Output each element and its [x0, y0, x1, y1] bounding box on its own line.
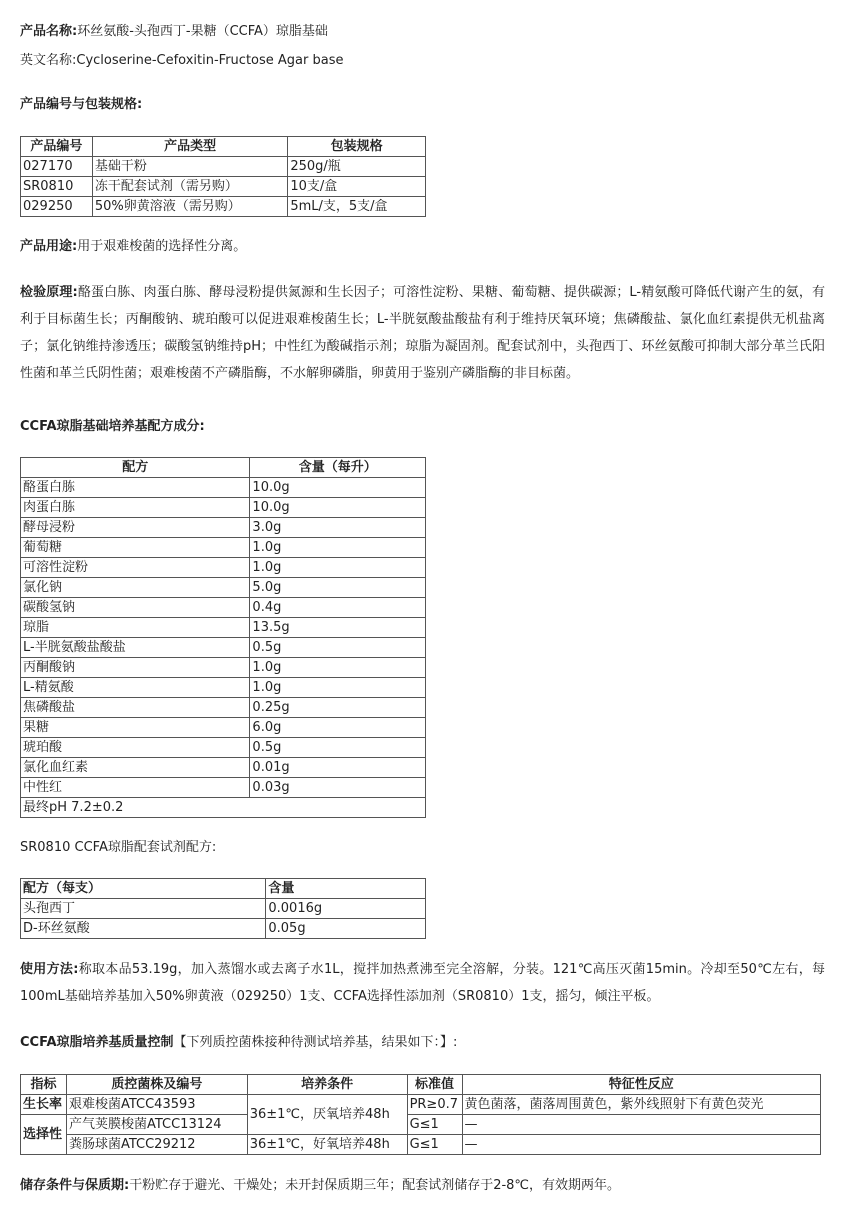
condition-cell: 36±1℃，好氧培养48h [247, 1135, 407, 1155]
usage-label: 产品用途: [20, 239, 78, 254]
table-cell: D-环丝氨酸 [21, 919, 266, 939]
standard-cell: G≤1 [407, 1135, 462, 1155]
table-row [21, 618, 426, 638]
table-cell: 0.25g [250, 698, 426, 718]
table-cell: 0.01g [250, 758, 426, 778]
table-cell: 5.0g [250, 578, 426, 598]
table-row [21, 578, 426, 598]
storage-label: 储存条件与保质期: [20, 1178, 130, 1193]
table-row [21, 919, 426, 939]
table-header-row [21, 137, 426, 157]
table-row [21, 157, 426, 177]
table-row [21, 1095, 821, 1115]
table-header-row [21, 458, 426, 478]
table-row [21, 478, 426, 498]
table-cell: 中性红 [21, 778, 250, 798]
table-cell: 0.03g [250, 778, 426, 798]
table-cell: 029250 [21, 197, 93, 217]
standard-cell: G≤1 [407, 1115, 462, 1135]
table-cell: 头孢西丁 [21, 899, 266, 919]
indicator-cell: 选择性 [21, 1115, 67, 1155]
indicator-cell: 生长率 [21, 1095, 67, 1115]
table-row [21, 1115, 821, 1135]
table-cell: 酪蛋白胨 [21, 478, 250, 498]
table-cell: L-半胱氨酸盐酸盐 [21, 638, 250, 658]
packaging-heading: 产品编号与包装规格: [20, 97, 143, 112]
table-cell: 氯化血红素 [21, 758, 250, 778]
table-cell: 0.5g [250, 738, 426, 758]
reaction-cell: 黄色菌落，菌落周围黄色，紫外线照射下有黄色荧光 [462, 1095, 820, 1115]
usage-method [20, 956, 825, 1010]
test-principle [20, 279, 825, 387]
table-row [21, 698, 426, 718]
usage-text: 用于艰难梭菌的选择性分离。 [77, 239, 247, 254]
table-cell: 氯化钠 [21, 578, 250, 598]
supplement-table [20, 878, 426, 939]
english-name-label: 英文名称: [20, 53, 77, 68]
table-row [21, 177, 426, 197]
table-row [21, 1135, 821, 1155]
table-cell: 1.0g [250, 658, 426, 678]
table-row [21, 778, 426, 798]
product-name-label: 产品名称: [20, 24, 78, 39]
qc-heading-note: 【下列质控菌株接种待测试培养基，结果如下：】: [173, 1035, 458, 1050]
product-usage [20, 238, 246, 256]
table-cell: 1.0g [250, 538, 426, 558]
table-row [21, 678, 426, 698]
table-row [21, 558, 426, 578]
table-cell: 250g/瓶 [288, 157, 426, 177]
table-cell: 6.0g [250, 718, 426, 738]
table-header: 含量 [266, 879, 426, 899]
table-row [21, 598, 426, 618]
table-cell: 焦磷酸盐 [21, 698, 250, 718]
principle-text: 酪蛋白胨、肉蛋白胨、酵母浸粉提供氮源和生长因子；可溶性淀粉、果糖、葡萄糖、提供碳源；L-精氨酸可降低代谢产生的氨，有利于目标菌生长；丙酮酸钠、琥珀酸可以促进艰难梭菌生长；L-半胱氨酸盐酸盐有利于维持厌氧环境；焦磷酸盐、氯化血红素提供无机盐离子；氯化钠维持渗透压；碳酸氢钠维持pH；中性红为酸碱指示剂；琼脂为凝固剂。配套试剂中，头孢西丁、环丝氨酸可抑制大部分革兰氏阳性菌和革兰氏阴性菌；艰难梭菌不产磷脂酶，不水解卵磷脂，卵黄用于鉴别产磷脂酶的非目标菌。 [20, 285, 825, 381]
table-cell: 50%卵黄溶液（需另购） [92, 197, 288, 217]
table-cell: 027170 [21, 157, 93, 177]
reaction-cell: — [462, 1135, 820, 1155]
table-cell: 1.0g [250, 678, 426, 698]
table-row [21, 538, 426, 558]
table-cell: 3.0g [250, 518, 426, 538]
qc-heading-title: CCFA琼脂培养基质量控制 [20, 1035, 174, 1050]
table-row [21, 758, 426, 778]
qc-table [20, 1074, 821, 1155]
table-row [21, 738, 426, 758]
table-cell: 冻干配套试剂（需另购） [92, 177, 288, 197]
principle-label: 检验原理: [20, 285, 78, 300]
english-name-value: Cycloserine-Cefoxitin-Fructose Agar base [76, 53, 344, 68]
table-cell: 碳酸氢钠 [21, 598, 250, 618]
standard-cell: PR≥0.7 [407, 1095, 462, 1115]
table-header: 含量（每升） [250, 458, 426, 478]
table-cell: SR0810 [21, 177, 93, 197]
table-cell: 10.0g [250, 478, 426, 498]
storage-conditions [20, 1177, 620, 1195]
table-cell: 5mL/支，5支/盒 [288, 197, 426, 217]
table-row [21, 498, 426, 518]
table-cell: 可溶性淀粉 [21, 558, 250, 578]
product-name-value: 环丝氨酸-头孢西丁-果糖（CCFA）琼脂基础 [77, 24, 328, 39]
strain-cell: 粪肠球菌ATCC29212 [66, 1135, 247, 1155]
table-header: 配方（每支） [21, 879, 266, 899]
table-cell: 1.0g [250, 558, 426, 578]
table-header: 产品编号 [21, 137, 93, 157]
table-header: 质控菌株及编号 [66, 1075, 247, 1095]
table-cell: 基础干粉 [92, 157, 288, 177]
table-row [21, 798, 426, 818]
table-row [21, 638, 426, 658]
table-cell: 10支/盒 [288, 177, 426, 197]
formula-table [20, 457, 426, 818]
table-cell: 葡萄糖 [21, 538, 250, 558]
table-header: 特征性反应 [462, 1075, 820, 1095]
table-cell: 13.5g [250, 618, 426, 638]
table-row [21, 899, 426, 919]
table-cell: L-精氨酸 [21, 678, 250, 698]
table-cell: 琼脂 [21, 618, 250, 638]
table-cell: 果糖 [21, 718, 250, 738]
table-cell: 10.0g [250, 498, 426, 518]
table-header: 包装规格 [288, 137, 426, 157]
table-row [21, 718, 426, 738]
formula-heading: CCFA琼脂基础培养基配方成分: [20, 419, 205, 434]
table-cell: 0.5g [250, 638, 426, 658]
table-header-row [21, 879, 426, 899]
table-cell: 肉蛋白胨 [21, 498, 250, 518]
table-row [21, 197, 426, 217]
table-cell: 0.05g [266, 919, 426, 939]
packaging-table [20, 136, 426, 217]
table-row [21, 658, 426, 678]
table-header: 培养条件 [247, 1075, 407, 1095]
final-ph-cell: 最终pH 7.2±0.2 [21, 798, 426, 818]
strain-cell: 艰难梭菌ATCC43593 [66, 1095, 247, 1115]
method-text: 称取本品53.19g，加入蒸馏水或去离子水1L，搅拌加热煮沸至完全溶解，分装。121℃高压灭菌15min。冷却至50℃左右，每100mL基础培养基加入50%卵黄液（029250）1支、CCFA选择性添加剂（SR0810）1支，摇匀，倾注平板。 [20, 962, 826, 1004]
table-header: 标准值 [407, 1075, 462, 1095]
reaction-cell: — [462, 1115, 820, 1135]
qc-heading [20, 1034, 457, 1052]
storage-text: 干粉贮存于避光、干燥处；未开封保质期三年；配套试剂储存于2-8℃，有效期两年。 [129, 1178, 621, 1193]
table-cell: 琥珀酸 [21, 738, 250, 758]
product-english-name [20, 52, 343, 70]
table-header: 指标 [21, 1075, 67, 1095]
condition-cell: 36±1℃，厌氧培养48h [247, 1095, 407, 1135]
table-cell: 酵母浸粉 [21, 518, 250, 538]
product-name [20, 23, 328, 41]
table-header: 配方 [21, 458, 250, 478]
supplement-heading: SR0810 CCFA琼脂配套试剂配方: [20, 840, 217, 855]
table-row [21, 518, 426, 538]
table-cell: 0.4g [250, 598, 426, 618]
table-cell: 0.0016g [266, 899, 426, 919]
table-header-row [21, 1075, 821, 1095]
strain-cell: 产气荚膜梭菌ATCC13124 [66, 1115, 247, 1135]
table-header: 产品类型 [92, 137, 288, 157]
table-cell: 丙酮酸钠 [21, 658, 250, 678]
method-label: 使用方法: [20, 962, 79, 977]
